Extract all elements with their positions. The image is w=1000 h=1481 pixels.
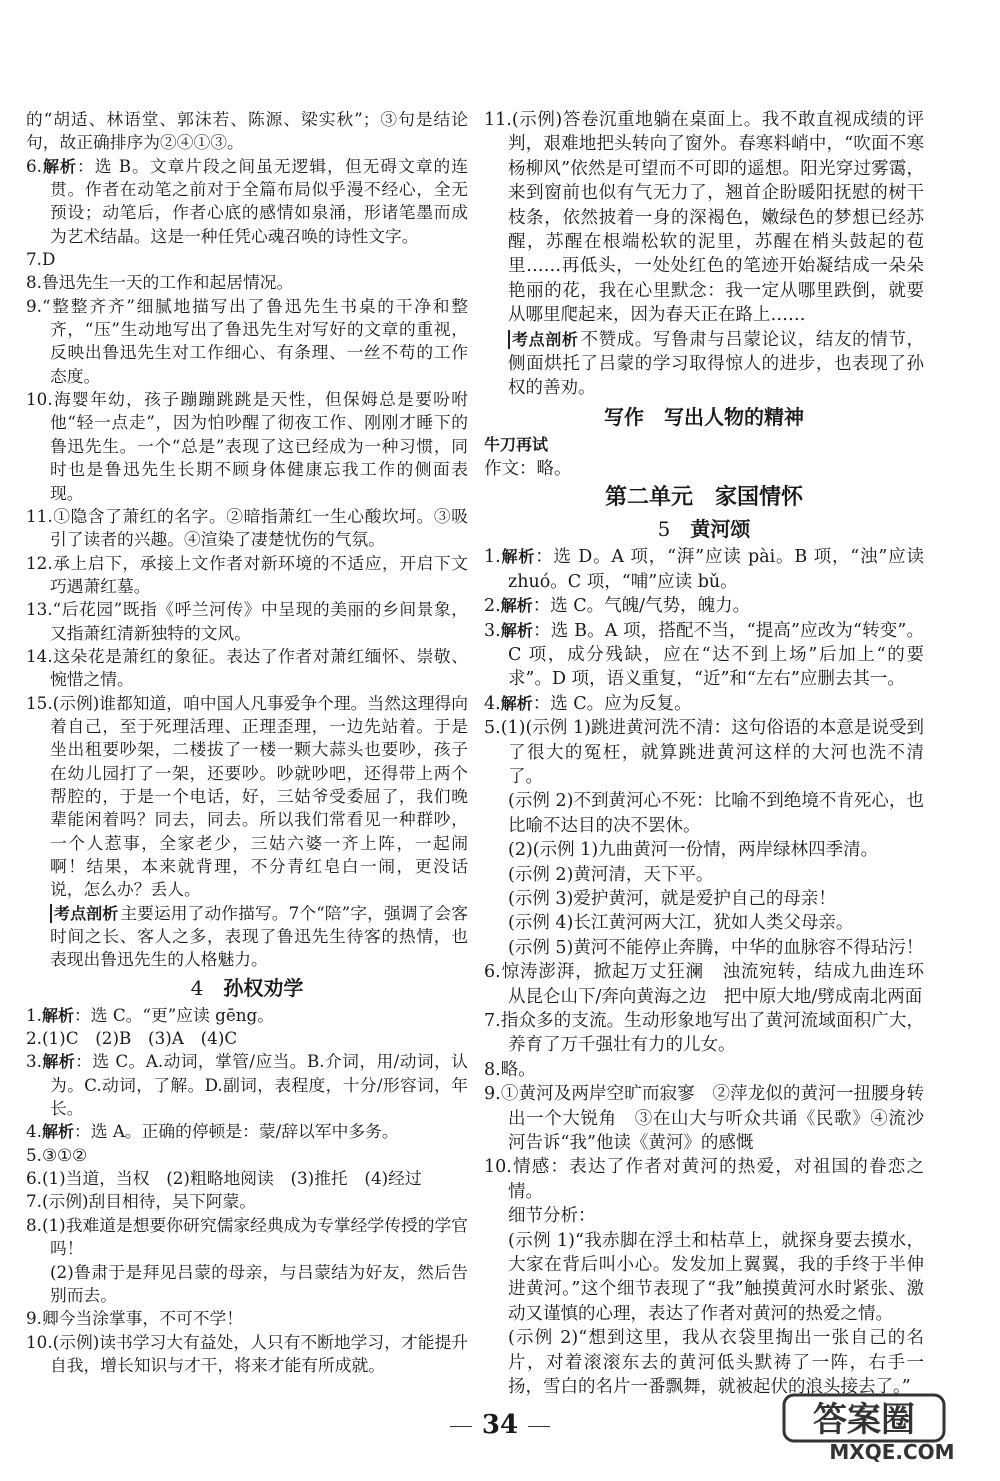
answer-body: (示例)谁都知道，咱中国人凡事爱争个理。当然这理得向着自己，至于死理活理、正理歪理，一边先站着。于是坐出租要吵架，二楼拔了一楼一颗大蒜头也要吵，孩子在幼儿园打了一架，还要吵。吵就吵吧，还得带上两个帮腔的，于是一个电话，好，三姑爷受委屈了，我们晚辈能闲着吗？同去，同去。所以我们常看见一种群吵，一个人惹事，全家老少，三姑六婆一齐上阵，一起闹啊！结果，本来就背理，不分青红皂白一闹，更没话说，怎么办？丢人。 [50, 692, 468, 900]
answer-item [484, 716, 924, 789]
answer-item [26, 155, 468, 248]
answer-text [484, 457, 924, 481]
answer-item [26, 1144, 468, 1167]
item-number: 5. [26, 1144, 42, 1165]
answer-item [26, 1331, 468, 1378]
analysis-label: 解析 [41, 1122, 74, 1142]
answer-body: ①隐含了萧红的名字。②暗指萧红一生心酸坎坷。③吸引了读者的兴趣。④渲染了凄楚忧伤的气氛。 [50, 505, 468, 550]
right-column [484, 108, 942, 1400]
answer-text [484, 838, 924, 862]
item-number: 6. [26, 1168, 42, 1189]
answer-body: 海婴年幼，孩子蹦蹦跳跳是天性，但保姆总是要吩咐他“轻一点走”，因为怕吵醒了彻夜工作、刚刚才睡下的鲁迅先生。一个“总是”表现了这已经成为一种习惯，同时也是鲁迅先生长期不顾身体健康忘我工作的侧面表现。 [50, 389, 468, 503]
answer-body: (示例 1)“我赤脚在浮土和枯草上，就探身要去摸水，大家在背后叫小心。发发加上翼翼，我的手终于半伸进黄河。”这个细节表现了“我”触摸黄河水时紧张、激动又谨慎的心理，表达了作者对黄河的热爱之情。 [508, 1230, 924, 1324]
answer-text [484, 1229, 924, 1327]
answer-body: 指众多的支流。生动形象地写出了黄河流域面积广大，养育了万千强壮有力的儿女。 [500, 1011, 924, 1056]
lesson-number: 5 [657, 517, 671, 542]
answer-body: ：选 B。A 项，搭配不当，“提高”应改为“转变”。C 项，成分残缺，应在“达不到上场”后加上“的要求”。D 项，语义重复，“近”和“左右”应删去其一。 [508, 620, 924, 690]
item-number: 10. [26, 389, 53, 410]
answer-text [484, 1204, 924, 1228]
analysis-label: 解析 [500, 547, 536, 567]
answer-item [26, 1190, 468, 1213]
item-number: 9. [26, 1308, 42, 1329]
answer-body: 这朵花是萧红的象征。表达了作者对萧红缅怀、崇敬、惋惜之情。 [50, 645, 468, 690]
left-column [26, 108, 468, 1377]
item-number: 8. [26, 272, 42, 293]
answer-item [26, 1004, 468, 1027]
answer-text [484, 887, 924, 911]
item-number: 5. [484, 718, 501, 739]
item-number: 1. [484, 547, 501, 568]
analysis-label: 解析 [500, 620, 534, 640]
section-title: 第二单元 家国情怀 [604, 485, 803, 511]
section-title: 黄河颂 [690, 517, 751, 542]
answer-item [484, 1155, 924, 1204]
answer-body: 主要运用了动作描写。7个“陪”字，强调了会客时间之长、客人之多，表现了鲁迅先生待客的热情，也表现出鲁迅先生的人格魅力。 [50, 902, 468, 970]
item-number: 9. [484, 1084, 501, 1105]
answer-body: (示例 5)黄河不能停止奔腾，中华的血脉容不得玷污！ [508, 937, 924, 958]
item-number: 2. [26, 1028, 42, 1049]
item-number: 7. [26, 249, 42, 270]
answer-body: 细节分析： [508, 1206, 596, 1227]
answer-body: (2)(示例 1)九曲黄河一份情，两岸绿林四季清。 [508, 840, 879, 861]
svg-text:答案圈: 答案圈 [813, 1400, 915, 1440]
answer-item [26, 1027, 468, 1050]
answer-body: 情感：表达了作者对黄河的热爱，对祖国的眷恋之情。 [508, 1157, 924, 1202]
answer-item [26, 388, 468, 505]
answer-text [26, 1261, 468, 1308]
answer-item [484, 692, 924, 716]
answer-item [484, 545, 924, 594]
answer-item [484, 1009, 924, 1058]
answer-text [26, 902, 468, 972]
answer-body: (2)鲁肃于是拜见吕蒙的母亲，与吕蒙结为好友，然后告别而去。 [50, 1261, 468, 1305]
analysis-label: 解析 [41, 1005, 74, 1025]
key-point-tag: 考点剖析 [50, 904, 120, 923]
answer-text [484, 863, 924, 887]
answer-body: (1)当道，当权 (2)粗略地阅读 (3)推托 (4)经过 [41, 1168, 422, 1189]
answer-item [26, 645, 468, 692]
analysis-label: 解析 [500, 693, 533, 713]
answer-item [484, 108, 924, 328]
item-number: 3. [484, 620, 501, 641]
item-number: 15. [26, 692, 53, 713]
sub-heading: 牛刀再试 [484, 434, 549, 454]
item-number: 9. [26, 295, 42, 316]
section-heading [484, 403, 924, 431]
item-number: 14. [26, 645, 53, 666]
answer-body: 略。 [500, 1059, 536, 1080]
analysis-label: 解析 [41, 1052, 76, 1072]
answer-item [26, 1307, 468, 1330]
answer-body: (示例)刮目相待，吴下阿蒙。 [41, 1191, 257, 1212]
item-number: 13. [26, 599, 53, 620]
svg-text:MXQE.COM: MXQE.COM [829, 1440, 955, 1463]
answer-body: ：选 C。“更”应读 gēng。 [74, 1004, 274, 1025]
answer-body: (1)我难道是想要你研究儒家经典成为专掌经学传授的学官吗！ [41, 1214, 468, 1259]
answer-text [484, 789, 924, 838]
section-heading [26, 974, 468, 1002]
item-number: 3. [26, 1051, 42, 1072]
answer-item [484, 619, 924, 692]
item-number: 6. [26, 155, 42, 176]
answer-body: “整整齐齐”细腻地描写出了鲁迅先生书桌的干净和整齐，“压”生动地写出了鲁迅先生对写好的文章的重视，反映出鲁迅先生对工作细心、有条理、一丝不苟的工作态度。 [41, 295, 468, 386]
answer-body: ：选 C。气魄/气势，魄力。 [532, 596, 751, 617]
answer-body: (示例 3)爱护黄河，就是爱护自己的母亲！ [508, 888, 836, 909]
analysis-label: 解析 [41, 156, 77, 176]
answer-item [26, 1050, 468, 1120]
answer-body: ①黄河及两岸空旷而寂寥 ②萍龙似的黄河一扭腰身转出一个大锐角 ③在山大与听众共诵《民歌》④流沙河告诉“我”他读《黄河》的感慨 [500, 1084, 924, 1154]
answer-body: 惊涛澎湃，掀起万丈狂澜 浊流宛转，结成九曲连环 从昆仑山下/奔向黄海之边 把中原大地/劈成南北两面 [500, 962, 942, 1007]
section-title: 写作 写出人物的精神 [604, 404, 804, 429]
answer-body: (示例 2)不到黄河心不死：比喻不到绝境不肯死心，也比喻不达目的决不罢休。 [508, 791, 924, 836]
answer-body: (示例 4)长江黄河两大江，犹如人类父母亲。 [508, 913, 854, 934]
item-number: 10. [26, 1331, 53, 1352]
item-number: 4. [26, 1121, 42, 1142]
item-number: 8. [26, 1214, 42, 1235]
answer-body: D [41, 249, 56, 270]
answer-item [26, 1214, 468, 1261]
answer-body: ：选 B。文章片段之间虽无逻辑，但无碍文章的连贯。作者在动笔之前对于全篇布局似乎漫不经心，全无预设；动笔后，作者心底的感情如泉涌，形诸笔墨而成为艺术结晶。这是一种任凭心魂召唤的诗性文字。 [50, 155, 468, 246]
answer-item [26, 1167, 468, 1190]
section-title: 孙权劝学 [223, 975, 304, 1000]
answer-item [484, 960, 942, 1009]
answer-text [484, 328, 924, 401]
answer-text [26, 108, 468, 155]
answer-body: (1)C (2)B (3)A (4)C [41, 1028, 238, 1049]
answer-item [26, 598, 468, 645]
item-number: 2. [484, 596, 501, 617]
answer-body: (示例 2)“想到这里，我从衣袋里掏出一张自己的名片，对着滚滚东去的黄河低头默祷了一阵，右手一扬，雪白的名片一番飘舞，就被起伏的浪头接去了。” [508, 1328, 924, 1398]
item-number: 1. [26, 1004, 42, 1025]
item-number: 12. [26, 552, 53, 573]
answer-body: 鲁迅先生一天的工作和起居情况。 [41, 272, 294, 293]
section-heading [484, 515, 924, 543]
answer-item [484, 594, 924, 618]
item-number: 4. [484, 693, 501, 714]
item-number: 7. [484, 1011, 501, 1031]
watermark-logo [782, 1389, 982, 1463]
analysis-label: 解析 [500, 596, 533, 616]
answer-item [26, 552, 468, 599]
lesson-number: 4 [190, 975, 204, 1000]
answer-body: (示例)答卷沉重地躺在桌面上。我不敢直视成绩的评判，艰难地把头转向了窗外。春寒料峭中，“吹面不寒杨柳风”依然是可望而不可即的遥想。阳光穿过雾霭，来到窗前也似有气无力了，翘首企盼暖阳抚慰的树干枝条，依然披着一身的深褐色，嫩绿色的梦想已经苏醒，苏醒在根端松软的泥里，苏醒在梢头鼓起的苞里……再低头，一处处红色的笔迹开始凝结成一朵朵艳丽的花，我在心里默念：我一定从哪里跌倒，就要从哪里爬起来，因为春天正在路上…… [508, 110, 924, 326]
answer-item [26, 692, 468, 902]
answer-item [484, 1082, 924, 1155]
item-number: 11. [484, 110, 512, 130]
answer-item [26, 248, 468, 271]
answer-body: ：选 A。正确的停顿是：蒙/辞以军中多务。 [74, 1121, 399, 1142]
answer-text [484, 936, 924, 960]
item-number: 6. [484, 962, 501, 983]
answer-item [26, 1120, 468, 1143]
answer-body: ：选 D。A 项，“湃”应读 pài。B 项，“浊”应读 zhuó。C 项，“哺”应读 bǔ。 [508, 547, 924, 592]
key-point-tag: 考点剖析 [508, 330, 580, 349]
answer-body: (1)(示例 1)跳进黄河洗不清：这句俗语的本意是说受到了很大的冤枉，就算跳进黄河这样的大河也洗不清了。 [500, 718, 924, 787]
answer-text [484, 911, 924, 935]
answer-body: ③①② [41, 1144, 88, 1165]
answer-body: “后花园”既指《呼兰河传》中呈现的美丽的乡间景象，又指萧红清新独特的文风。 [50, 599, 468, 643]
answer-item [26, 505, 468, 552]
answer-item [26, 271, 468, 294]
answer-item [484, 1058, 924, 1082]
item-number: 11. [26, 505, 53, 526]
item-number: 7. [26, 1191, 42, 1212]
item-number: 10. [484, 1157, 512, 1178]
answer-body: 的“胡适、林语堂、郭沫若、陈源、梁实秋”；③句是结论句，故正确排序为②④①③。 [26, 109, 468, 153]
answer-item [26, 295, 468, 388]
answer-body: 承上启下，承接上文作者对新环境的不适应，开启下文巧遇萧红墓。 [50, 552, 468, 596]
answer-body: ：选 C。A.动词，掌管/应当。B.介词，用/动词，认为。C.动词，了解。D.副词，表程度，十分/形容词，年长。 [50, 1051, 468, 1119]
answer-body: 作文：略。 [484, 458, 572, 479]
answer-body: (示例 2)黄河清，天下平。 [508, 864, 714, 885]
answer-body: 不赞成。写鲁肃与吕蒙论议，结友的情节，侧面烘托了吕蒙的学习取得惊人的进步，也表现了孙权的善劝。 [508, 329, 924, 399]
answer-body: 卿今当涂掌事，不可不学！ [41, 1308, 243, 1329]
section-heading [484, 483, 924, 513]
answer-body: ：选 C。应为反复。 [532, 693, 692, 714]
answer-body: (示例)读书学习大有益处，人只有不断地学习，才能提升自我，增长知识与才干，将来才能有所成就。 [50, 1331, 468, 1375]
item-number: 8. [484, 1059, 501, 1080]
page-number: 34 [0, 1410, 1000, 1440]
